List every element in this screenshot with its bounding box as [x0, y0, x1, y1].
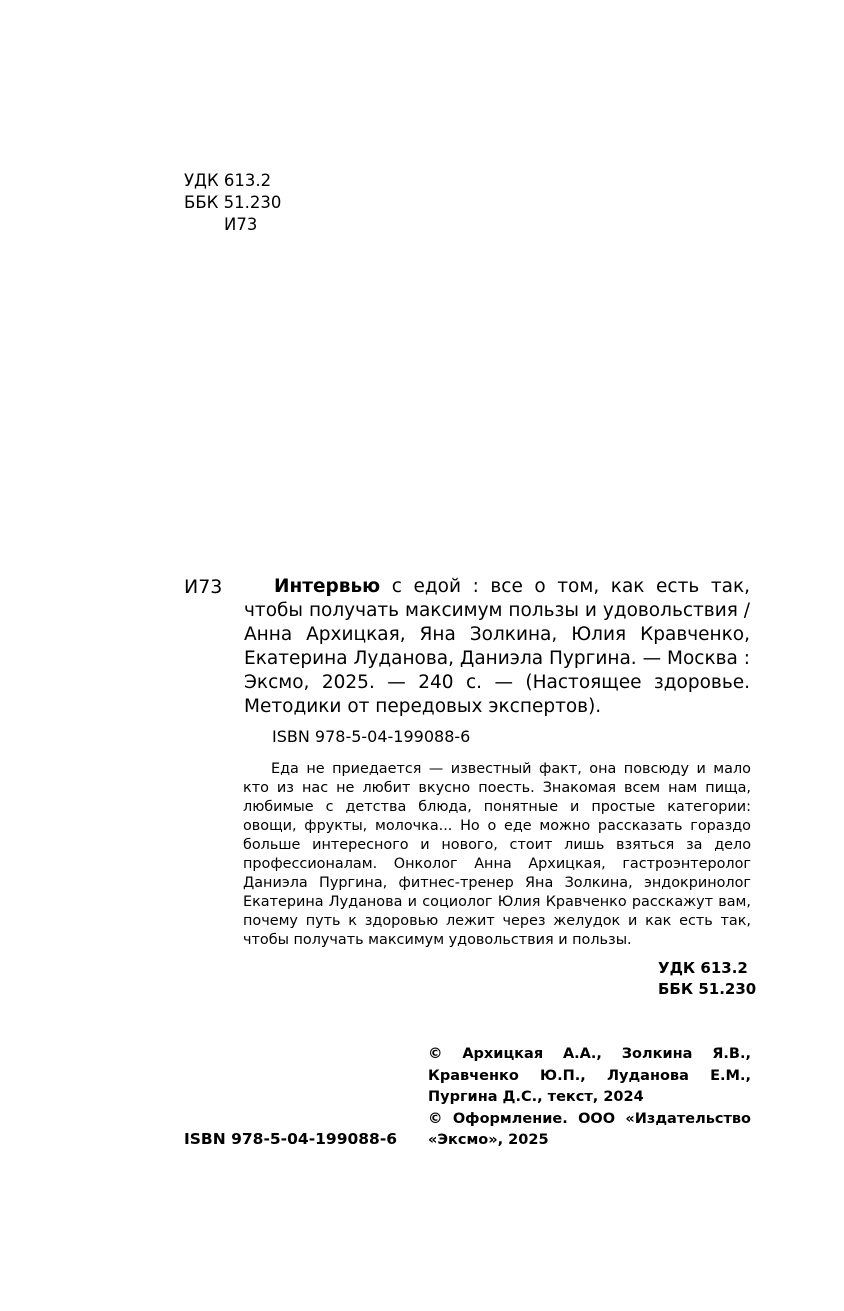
annotation: Еда не приедается — известный факт, она повсюду и мало кто из нас не любит вкусно поесть. Знакомая всем нам пища, любимые с детства блюда, понятные и простые категории: овощи, фрукты, молочка... Но о еде можно рассказать гораздо больше интересного и нового, стоит лишь взяться за дело профессионалам. Онколог Анна Архицкая, гастроэнтеролог Даниэла Пургина, фитнес-тренер Яна Золкина, эндокринолог Екатерина Луданова и социолог Юлия Кравченко расскажут вам, почему путь к здоровью лежит через желудок и как есть так, чтобы получать максимум удовольствия и пользы. — [243, 761, 751, 948]
bbk-code-bottom: ББК 51.230 — [658, 980, 757, 998]
author-sign: И73 — [224, 215, 258, 234]
bbk-code: ББК 51.230 — [184, 193, 282, 212]
catalog-isbn: ISBN 978-5-04-199088-6 — [272, 727, 471, 746]
classification-block-top — [184, 170, 281, 236]
book-title: Интервью — [274, 576, 381, 597]
udk-code-bottom: УДК 613.2 — [658, 959, 748, 977]
classification-block-bottom — [658, 958, 756, 1000]
catalog-entry — [244, 575, 750, 719]
bibliographic-description: с едой : все о том, как есть так, чтобы получать максимум пользы и удовольствия / Анна Архицкая, Яна Золкина, Юлия Кравченко, Екатерина Луданова, Даниэла Пургина. — Москва : Эксмо, 2025. — 240 с. — (Настоящее здоровье. Методики от передовых экспертов). — [244, 576, 750, 717]
copyright-block — [428, 1044, 751, 1152]
copyright-design: © Оформление. ООО «Издательство «Эксмо», 2025 — [428, 1110, 751, 1148]
udk-code: УДК 613.2 — [184, 171, 272, 190]
copyright-authors: © Архицкая А.А., Золкина Я.В., Кравченко Ю.П., Луданова Е.М., Пургина Д.С., текст, 2024 — [428, 1046, 751, 1105]
catalog-author-sign: И73 — [184, 576, 223, 598]
isbn-bottom: ISBN 978-5-04-199088-6 — [184, 1130, 398, 1148]
